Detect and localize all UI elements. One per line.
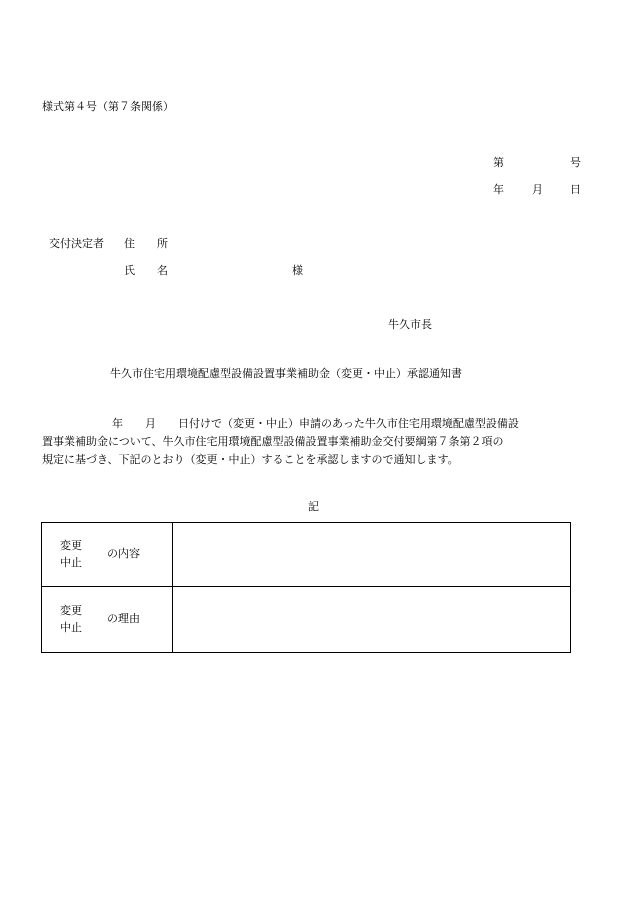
row-label-change: 変更 — [60, 539, 82, 552]
date-year-label: 年 — [493, 183, 504, 196]
document-number-label: 第 — [493, 156, 504, 169]
body-line-1: 年 月 日付けで（変更・中止）申請のあった牛久市住宅用環境配慮型設備設 — [112, 417, 519, 430]
table-row — [42, 587, 571, 653]
row-label-suffix: の理由 — [107, 612, 140, 625]
row-label-cancel: 中止 — [60, 621, 82, 634]
ki-heading: 記 — [308, 500, 319, 513]
name-label: 氏 名 — [124, 264, 168, 277]
body-line-2: 置事業補助金について、牛久市住宅用環境配慮型設備設置事業補助金交付要綱第７条第２項の — [42, 435, 504, 448]
row-label-cancel: 中止 — [60, 556, 82, 569]
row-label-change: 変更 — [60, 604, 82, 617]
approval-table — [41, 522, 571, 653]
body-line-3: 規定に基づき、下記のとおり（変更・中止）することを承認しますので通知します。 — [42, 453, 459, 466]
address-label: 住 所 — [124, 237, 168, 250]
date-day-label: 日 — [570, 183, 581, 196]
document-title: 牛久市住宅用環境配慮型設備設置事業補助金（変更・中止）承認通知書 — [110, 367, 462, 380]
issuer: 牛久市長 — [388, 318, 432, 331]
recipient-label: 交付決定者 — [49, 237, 104, 250]
table-row-header — [42, 587, 173, 653]
reason-value-cell[interactable] — [173, 587, 571, 653]
table-row-header — [42, 523, 173, 587]
table-row — [42, 523, 571, 587]
content-value-cell[interactable] — [173, 523, 571, 587]
form-number: 様式第４号（第７条関係） — [42, 100, 174, 113]
date-month-label: 月 — [532, 183, 543, 196]
row-label-suffix: の内容 — [107, 547, 140, 560]
document-number-suffix: 号 — [570, 156, 581, 169]
honorific: 様 — [292, 264, 303, 277]
